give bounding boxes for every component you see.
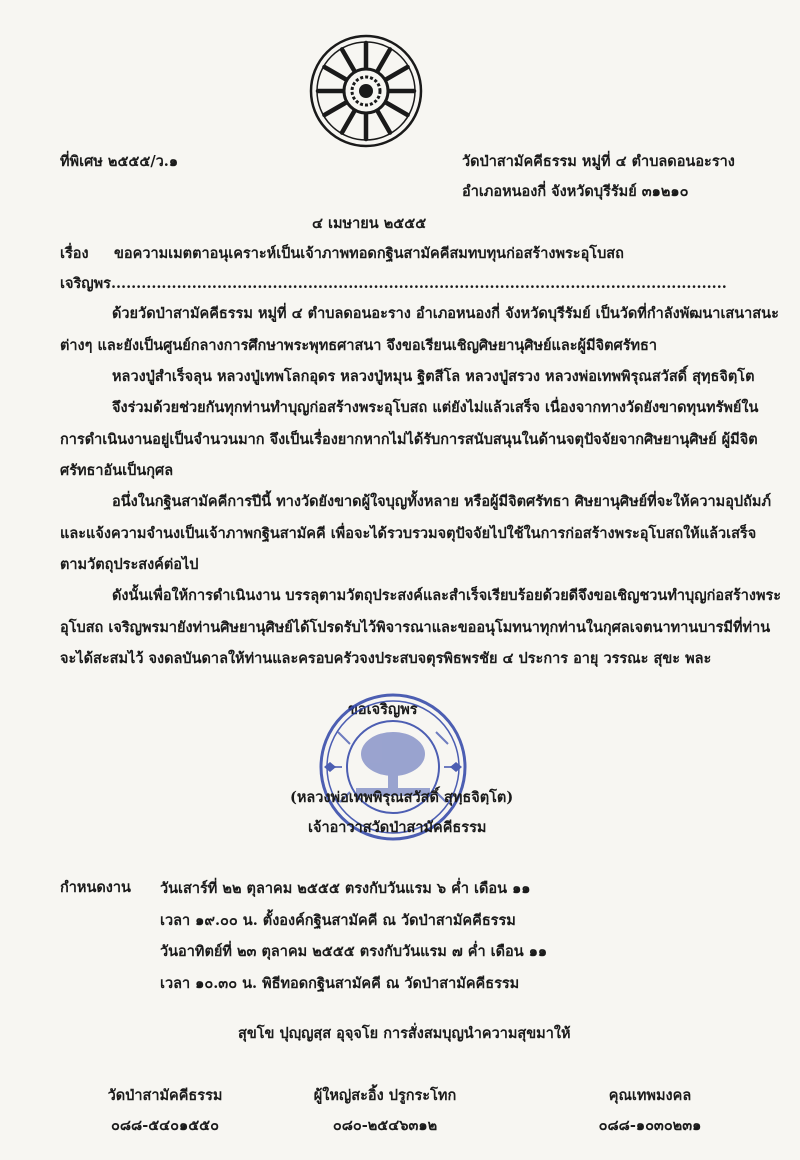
- subject-label: เรื่อง: [60, 245, 89, 262]
- dharma-wheel-icon: [309, 34, 423, 148]
- wheel-spoke: [324, 67, 347, 80]
- sender-address-line-2: อำเภอหนองกี่ จังหวัดบุรีรัมย์ ๓๑๒๑๐: [462, 183, 689, 200]
- contact-1: [85, 1086, 245, 1136]
- salutation: เจริญพร..........................................................................................................................: [60, 275, 727, 292]
- wheel-spoke: [342, 49, 355, 72]
- schedule-list: [160, 873, 547, 999]
- contact-name: ผู้ใหญ่สะอิ้ง ปรูกระโทก: [313, 1087, 457, 1104]
- schedule-item: วันอาทิตย์ที่ ๒๓ ตุลาคม ๒๕๕๕ ตรงกับวันแรม ๗ ค่ำ เดือน ๑๑: [160, 943, 548, 960]
- contact-phone: ๐๘๘-๑๐๓๐๒๓๑: [598, 1117, 702, 1134]
- body-line: และแจ้งความจำนงเป็นเจ้าภาพกฐินสามัคคี เพื่อจะได้รวบรวมจตุปัจจัยไปใช้ในการก่อสร้างพระอุโบสถให้แล้วเสร็จ: [60, 524, 757, 542]
- wheel-spoke: [385, 67, 408, 80]
- schedule-item: เวลา ๑๙.๐๐ น. ตั้งองค์กฐินสามัคคี ณ วัดป่าสามัคคีธรรม: [160, 911, 516, 929]
- body-line: ดังนั้นเพื่อให้การดำเนินงาน บรรลุตามวัตถุประสงค์และสำเร็จเรียบร้อยด้วยดีจึงขอเชิญชวนทำบุญก่อสร้างพระ: [112, 587, 782, 604]
- wheel-spoke: [377, 110, 390, 133]
- body-paragraph-2: [60, 361, 755, 393]
- body-paragraph-5: [60, 580, 781, 675]
- contact-name: วัดป่าสามัคคีธรรม: [107, 1087, 223, 1104]
- schedule-item: เวลา ๑๐.๓๐ น. พิธีทอดกฐินสามัคคี ณ วัดป่าสามัคคีธรรม: [160, 974, 520, 992]
- body-line: ต่างๆ และยังเป็นศูนย์กลางการศึกษาพระพุทธศาสนา จึงขอเรียนเชิญศิษยานุศิษย์และผู้มีจิตศรัทธา: [60, 336, 658, 354]
- wheel-spoke: [385, 102, 408, 115]
- body-line: การดำเนินงานอยู่เป็นจำนวนมาก จึงเป็นเรื่องยากหากไม่ได้รับการสนับสนุนในด้านจตุปัจจัยจากศิษยานุศิษย์ ผู้มีจิต: [60, 430, 758, 448]
- contact-phone: ๐๘๘-๕๔๐๑๕๕๐: [110, 1117, 220, 1134]
- body-line: จึงร่วมด้วยช่วยกันทุกท่านทำบุญก่อสร้างพระอุโบสถ แต่ยังไม่แล้วเสร็จ เนื่องจากทางวัดยังขาดทุนทรัพย์ใน: [112, 399, 759, 416]
- reference-number: ที่พิเศษ ๒๕๕๕/ว.๑: [60, 153, 179, 170]
- wheel-spoke: [342, 110, 355, 133]
- body-line: อนึ่งในกฐินสามัคคีการปีนี้ ทางวัดยังขาดผู้ใจบุญทั้งหลาย หรือผู้มีจิตศรัทธา ศิษยานุศิษย์ที่จะให้ความอุปถัมภ์: [112, 493, 772, 510]
- schedule-item: วันเสาร์ที่ ๒๒ ตุลาคม ๒๕๕๕ ตรงกับวันแรม ๖ ค่ำ เดือน ๑๑: [160, 880, 531, 897]
- contact-name: คุณเทพมงคล: [608, 1087, 692, 1104]
- sender-address-line-1: วัดป่าสามัคคีธรรม หมู่ที่ ๔ ตำบลดอนอะราง: [462, 153, 735, 170]
- wheel-spoke: [324, 102, 347, 115]
- body-paragraph-4: [60, 486, 771, 581]
- contact-2: [285, 1086, 485, 1136]
- contact-3: [560, 1086, 740, 1136]
- body-line: จะได้สะสมไว้ จงดลบันดาลให้ท่านและครอบครัวจงประสบจตุรพิธพรชัย ๔ ประการ อายุ วรรณะ สุขะ พละ: [60, 650, 712, 667]
- body-paragraph-3: [60, 392, 758, 487]
- blessing-text: สุขโข ปุญฺญสฺส อุจฺจโย การสั่งสมบุญนำความสุขมาให้: [238, 1025, 571, 1042]
- body-paragraph-1: [60, 298, 779, 361]
- contact-phone: ๐๘๐-๒๕๔๖๓๑๒: [332, 1117, 438, 1134]
- letter-date: ๔ เมษายน ๒๕๕๕: [312, 215, 427, 232]
- signer-name: (หลวงพ่อเทพพิรุณสวัสดิ์ สุทฺธจิตฺโต): [290, 789, 514, 806]
- body-line: ด้วยวัดป่าสามัคคีธรรม หมู่ที่ ๔ ตำบลดอนอะราง อำเภอหนองกี่ จังหวัดบุรีรัมย์ เป็นวัดที่กำลังพัฒนาเสนาสนะ: [112, 305, 779, 322]
- body-line: หลวงปู่สำเร็จลุน หลวงปู่เทพโลกอุดร หลวงปู่หมุน ฐิตสีโล หลวงปู่สรวง หลวงพ่อเทพพิรุณสวัสดิ์ สุทฺธจิตฺโต: [112, 368, 755, 385]
- wheel-spoke: [377, 49, 390, 72]
- signer-title: เจ้าอาวาสวัดป่าสามัคคีธรรม: [308, 819, 487, 836]
- body-line: ตามวัตถุประสงค์ต่อไป: [60, 556, 199, 573]
- body-line: ศรัทธาอันเป็นกุศล: [60, 462, 174, 479]
- subject-text: ขอความเมตตาอนุเคราะห์เป็นเจ้าภาพทอดกฐินสามัคคีสมทบทุนก่อสร้างพระอุโบสถ: [114, 245, 624, 262]
- schedule-label: กำหนดงาน: [60, 879, 131, 896]
- closing-text: ขอเจริญพร: [348, 701, 418, 718]
- body-line: อุโบสถ เจริญพรมายังท่านศิษยานุศิษย์ได้โปรดรับไว้พิจารณาและขออนุโมทนาทุกท่านในกุศลเจตนาทานบารมีที่ท่าน: [60, 618, 771, 636]
